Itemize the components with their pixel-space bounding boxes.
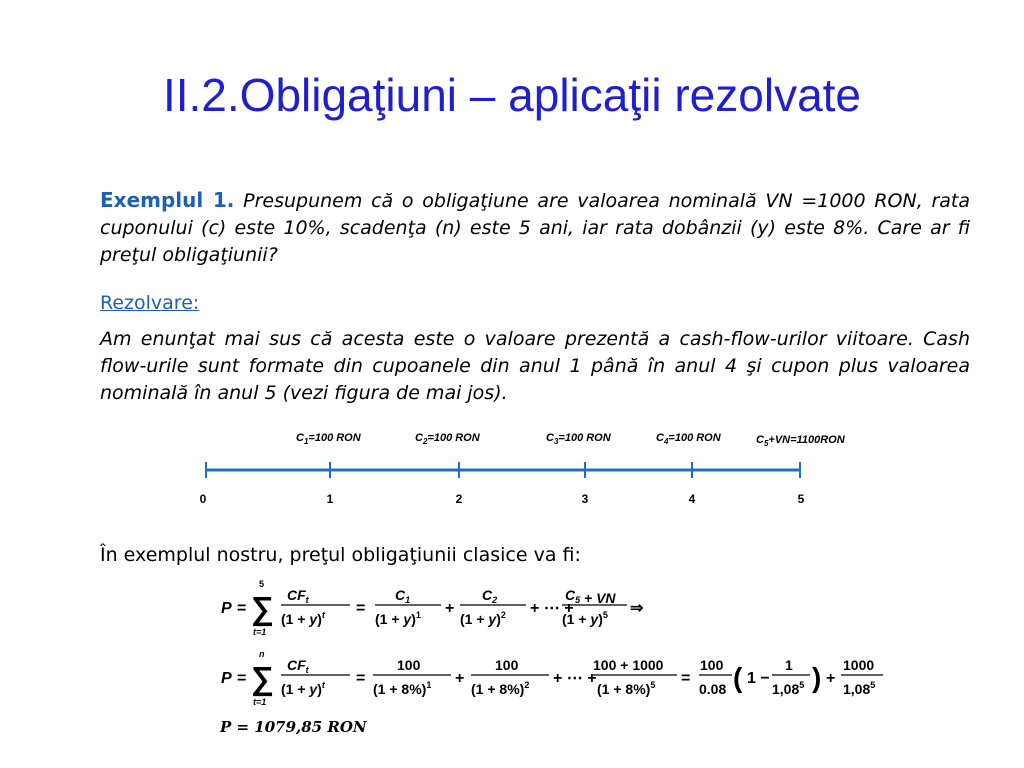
- svg-text:C2: $C_2$: [482, 587, 498, 605]
- svg-text:100: 100: [397, 657, 421, 673]
- svg-text:(1 + 8%)2: $(1 + 8\%)^2$: [471, 680, 530, 697]
- formula-intro: În exemplul nostru, preţul obligaţiunii clasice va fi:: [100, 544, 581, 566]
- svg-text:1,085: 1,08$^5$: [843, 680, 876, 697]
- svg-text:1: 1: [785, 657, 793, 673]
- svg-text:P: P: [221, 600, 232, 617]
- svg-text:(1 + y)5: $(1 + y)^5$: [562, 610, 608, 627]
- tick-label-0: 0: [199, 492, 207, 506]
- result-text: P = 1079,85 RON: [220, 718, 367, 736]
- timeline-label-2: $C_2=100$ RON: [415, 432, 480, 446]
- svg-text:(1 + 8%)1: $(1 + 8\%)^1$: [373, 680, 432, 697]
- svg-text:(: (: [733, 662, 743, 693]
- svg-text:P: P: [221, 670, 232, 687]
- cash-flow-timeline: [0, 425, 1024, 515]
- example-paragraph: [100, 187, 970, 269]
- svg-text:=: =: [356, 600, 366, 617]
- formula-numeric: [215, 645, 905, 711]
- svg-text:1,085: 1,08$^5$: [772, 680, 805, 697]
- svg-text:C1: $C_1$: [395, 587, 411, 605]
- svg-text:+ ⋯ +: + ⋯ +: [553, 670, 597, 687]
- svg-text:=: =: [356, 670, 366, 687]
- timeline-label-5: $C_5+VN=1100RON$: [756, 434, 845, 448]
- svg-text:5: 5: [259, 579, 265, 589]
- tick-label-5: 5: [797, 492, 805, 506]
- svg-text:(1 + y)t: $(1 + y)^t$: [281, 610, 325, 627]
- rezolvare-heading: Rezolvare:: [100, 292, 200, 314]
- timeline-label-3: $C_3=100$ RON: [546, 432, 611, 446]
- tick-label-4: 4: [688, 492, 696, 506]
- svg-text:+: +: [455, 670, 465, 687]
- svg-text:100: 100: [700, 657, 724, 673]
- svg-text:(1 + y)2: $(1 + y)^2$: [460, 610, 506, 627]
- example-text: Presupunem că o obligaţiune are valoarea nominală VN =1000 RON, rata cuponului (c) este 10%, scadenţa (n) este 5 ani, iar rata dobânzii (y) este 8%. Care ar fi preţul obligaţiunii?: [100, 190, 970, 266]
- svg-text:): ): [812, 662, 822, 693]
- tick-label-2: 2: [455, 492, 463, 506]
- svg-text:C5 + VN: $C_5$ + VN: [565, 587, 616, 606]
- svg-text:⇒: ⇒: [630, 600, 644, 617]
- svg-text:1000: 1000: [843, 657, 875, 673]
- tick-label-3: 3: [581, 492, 589, 506]
- example-label: Exemplul 1.: [100, 188, 235, 212]
- slide-title: II.2.Obligaţiuni – aplicaţii rezolvate: [162, 69, 862, 121]
- svg-text:(1 + y)1: $(1 + y)^1$: [375, 610, 421, 627]
- result-formula: [220, 718, 367, 736]
- svg-text:+ ⋯ +: + ⋯ +: [530, 600, 574, 617]
- svg-text:+: +: [826, 670, 836, 687]
- svg-text:∑: ∑: [251, 660, 274, 696]
- svg-text:+: +: [445, 600, 455, 617]
- svg-text:(1 + 8%)5: $(1 + 8\%)^5$: [597, 680, 656, 697]
- svg-text:∑: ∑: [251, 590, 274, 626]
- svg-text:CFt: $CF_t$: [287, 587, 309, 605]
- svg-text:0.08: 0.08: [699, 681, 727, 697]
- explanation-paragraph: Am enunţat mai sus că acesta este o valoare prezentă a cash-flow-urilor viitoare. Cash flow-urile sunt formate din cupoanele din anul 1 până în anul 4 şi cupon plus valoarea nominală în anul 5 (vezi figura de mai jos).: [100, 328, 970, 404]
- svg-text:=: =: [237, 670, 247, 687]
- svg-text:n: n: [259, 649, 265, 659]
- svg-text:100 + 1000: 100 + 1000: [593, 657, 664, 673]
- svg-text:t=1: t=1: [253, 697, 267, 707]
- timeline-label-1: $C_1=100$ RON: [296, 432, 361, 446]
- svg-text:t=1: t=1: [253, 627, 267, 637]
- formula-general: [215, 575, 655, 637]
- svg-text:=: =: [237, 600, 247, 617]
- svg-text:100: 100: [495, 657, 519, 673]
- svg-text:=: =: [681, 670, 691, 687]
- tick-label-1: 1: [326, 492, 334, 506]
- svg-text:(1 + y)t: $(1 + y)^t$: [281, 680, 325, 697]
- svg-text:1 −: 1 −: [747, 670, 770, 687]
- timeline-label-4: $C_4=100$ RON: [656, 432, 721, 446]
- svg-text:CFt: $CF_t$: [287, 657, 309, 675]
